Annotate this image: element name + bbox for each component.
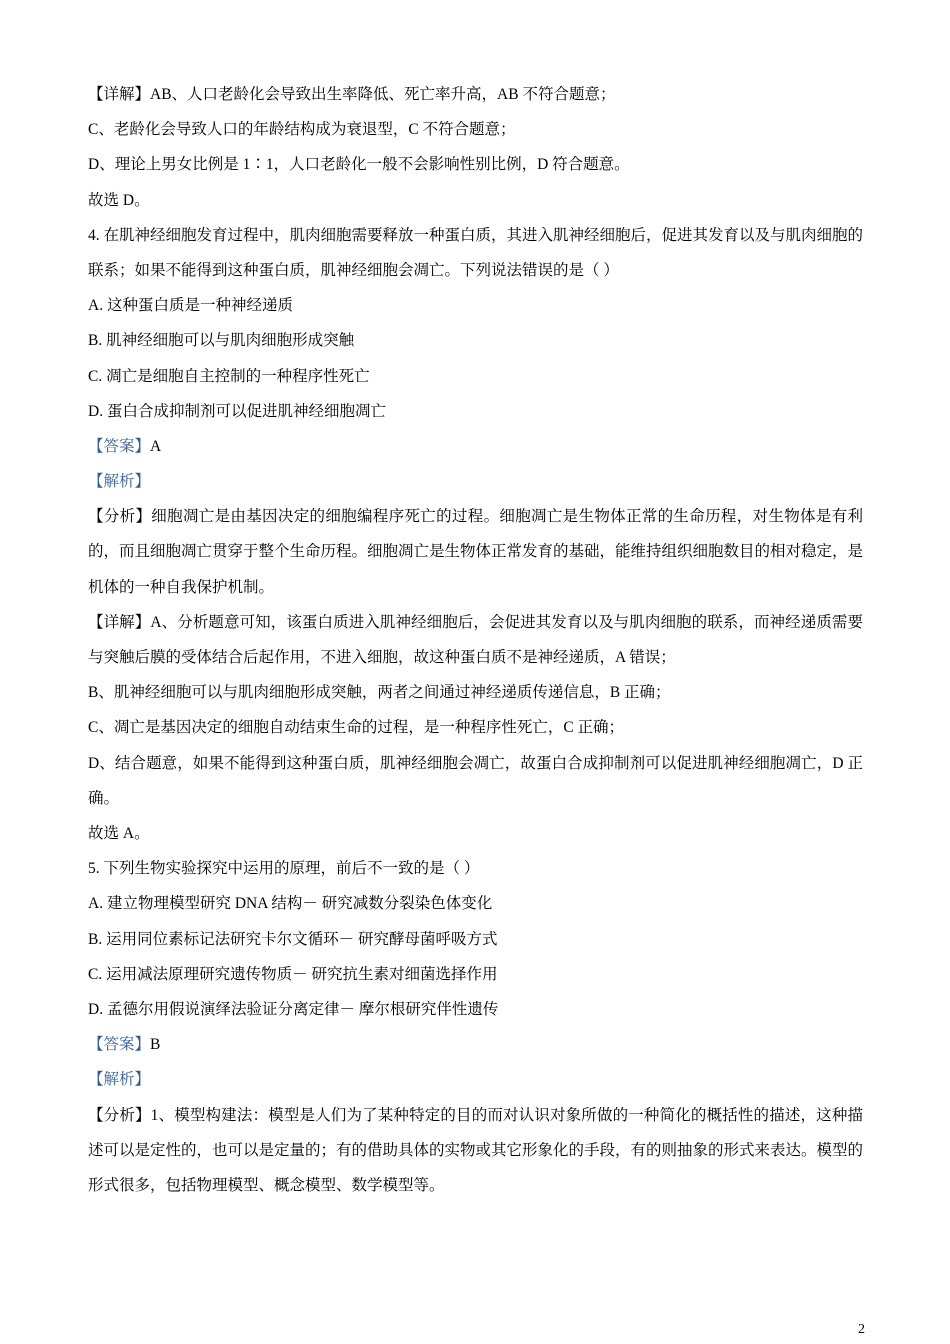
section-tag: 【分析】 — [88, 1106, 151, 1124]
section-tag: 【解析】 — [88, 1071, 151, 1089]
text-line — [88, 1062, 863, 1097]
line-text: A、分析题意可知，该蛋白质进入肌神经细胞后，会促进其发育以及与肌肉细胞的联系，而神经递质需要与突触后膜的受体结合后起作用，不进入细胞，故这种蛋白质不是神经递质，A 错误； — [88, 613, 863, 667]
line-text: D. 孟德尔用假说演绎法验证分离定律－ 摩尔根研究伴性遗传 — [88, 1001, 499, 1019]
text-line — [88, 886, 863, 921]
text-line — [88, 499, 863, 605]
line-text: D、理论上男女比例是 1∶1，人口老龄化一般不会影响性别比例，D 符合题意。 — [88, 156, 630, 174]
line-text: B、肌神经细胞可以与肌肉细胞形成突触，两者之间通过神经递质传递信息，B 正确； — [88, 684, 671, 702]
line-text: 5. 下列生物实验探究中运用的原理，前后不一致的是（ ） — [88, 860, 480, 878]
text-line — [88, 218, 863, 288]
line-text: B. 运用同位素标记法研究卡尔文循环－ 研究酵母菌呼吸方式 — [88, 930, 498, 948]
line-text: A — [150, 437, 162, 455]
text-line — [88, 710, 863, 745]
line-text: D、结合题意，如果不能得到这种蛋白质，肌神经细胞会凋亡，故蛋白合成抑制剂可以促进肌神经细胞凋亡，D 正确。 — [88, 754, 863, 807]
line-text: 故选 D。 — [88, 191, 150, 209]
line-text: 细胞凋亡是由基因决定的细胞编程序死亡的过程。细胞凋亡是生物体正常的生命历程，对生物体是有利的，而且细胞凋亡贯穿于整个生命历程。细胞凋亡是生物体正常发育的基础，能维持组织细胞数目的相对稳定，是机体的一种自我保护机制。 — [88, 508, 863, 596]
line-text: A. 这种蛋白质是一种神经递质 — [88, 297, 293, 315]
line-text: AB、人口老龄化会导致出生率降低、死亡率升高，AB 不符合题意； — [150, 86, 616, 103]
text-line — [88, 1027, 863, 1062]
text-line — [88, 816, 863, 851]
text-line — [88, 746, 863, 816]
text-line — [88, 464, 863, 499]
text-line — [88, 288, 863, 323]
line-text: D. 蛋白合成抑制剂可以促进肌神经细胞凋亡 — [88, 402, 386, 420]
text-line — [88, 323, 863, 358]
line-text: C、凋亡是基因决定的细胞自动结束生命的过程，是一种程序性死亡，C 正确； — [88, 719, 625, 737]
text-line — [88, 957, 863, 992]
line-text: 1、模型构建法：模型是人们为了某种特定的目的而对认识对象所做的一种简化的概括性的描述，这种描述可以是定性的，也可以是定量的；有的借助具体的实物或其它形象化的手段，有的则抽象的形式来表达。模型的形式很多，包括物理模型、概念模型、数学模型等。 — [88, 1106, 863, 1194]
line-text: A. 建立物理模型研究 DNA 结构－ 研究减数分裂染色体变化 — [88, 895, 493, 913]
text-line — [88, 183, 863, 218]
line-text: 4. 在肌神经细胞发育过程中，肌肉细胞需要释放一种蛋白质，其进入肌神经细胞后，促进其发育以及与肌肉细胞的联系；如果不能得到这种蛋白质，肌神经细胞会凋亡。下列说法错误的是（ ） — [88, 226, 863, 279]
text-line — [88, 112, 863, 147]
section-tag: 【详解】 — [88, 86, 151, 103]
text-line — [88, 147, 863, 182]
section-tag: 【答案】 — [88, 437, 151, 455]
text-line — [88, 992, 863, 1027]
text-line — [88, 605, 863, 675]
line-text: B. 肌神经细胞可以与肌肉细胞形成突触 — [88, 332, 355, 350]
text-line — [88, 429, 863, 464]
text-line — [88, 394, 863, 429]
line-text: B — [150, 1036, 161, 1054]
text-line — [88, 77, 863, 112]
line-text: C. 凋亡是细胞自主控制的一种程序性死亡 — [88, 367, 370, 385]
line-text: C、老龄化会导致人口的年龄结构成为衰退型，C 不符合题意； — [88, 121, 516, 139]
line-text: C. 运用减法原理研究遗传物质－ 研究抗生素对细菌选择作用 — [88, 965, 498, 983]
text-line — [88, 851, 863, 886]
page-number: 2 — [858, 1322, 865, 1337]
section-tag: 【详解】 — [88, 613, 151, 631]
text-line — [88, 922, 863, 957]
section-tag: 【解析】 — [88, 473, 151, 491]
text-line — [88, 1098, 863, 1204]
text-line — [88, 675, 863, 710]
section-tag: 【分析】 — [88, 508, 152, 526]
section-tag: 【答案】 — [88, 1036, 151, 1054]
text-line — [88, 359, 863, 394]
document-body — [88, 77, 863, 1203]
line-text: 故选 A。 — [88, 825, 150, 843]
